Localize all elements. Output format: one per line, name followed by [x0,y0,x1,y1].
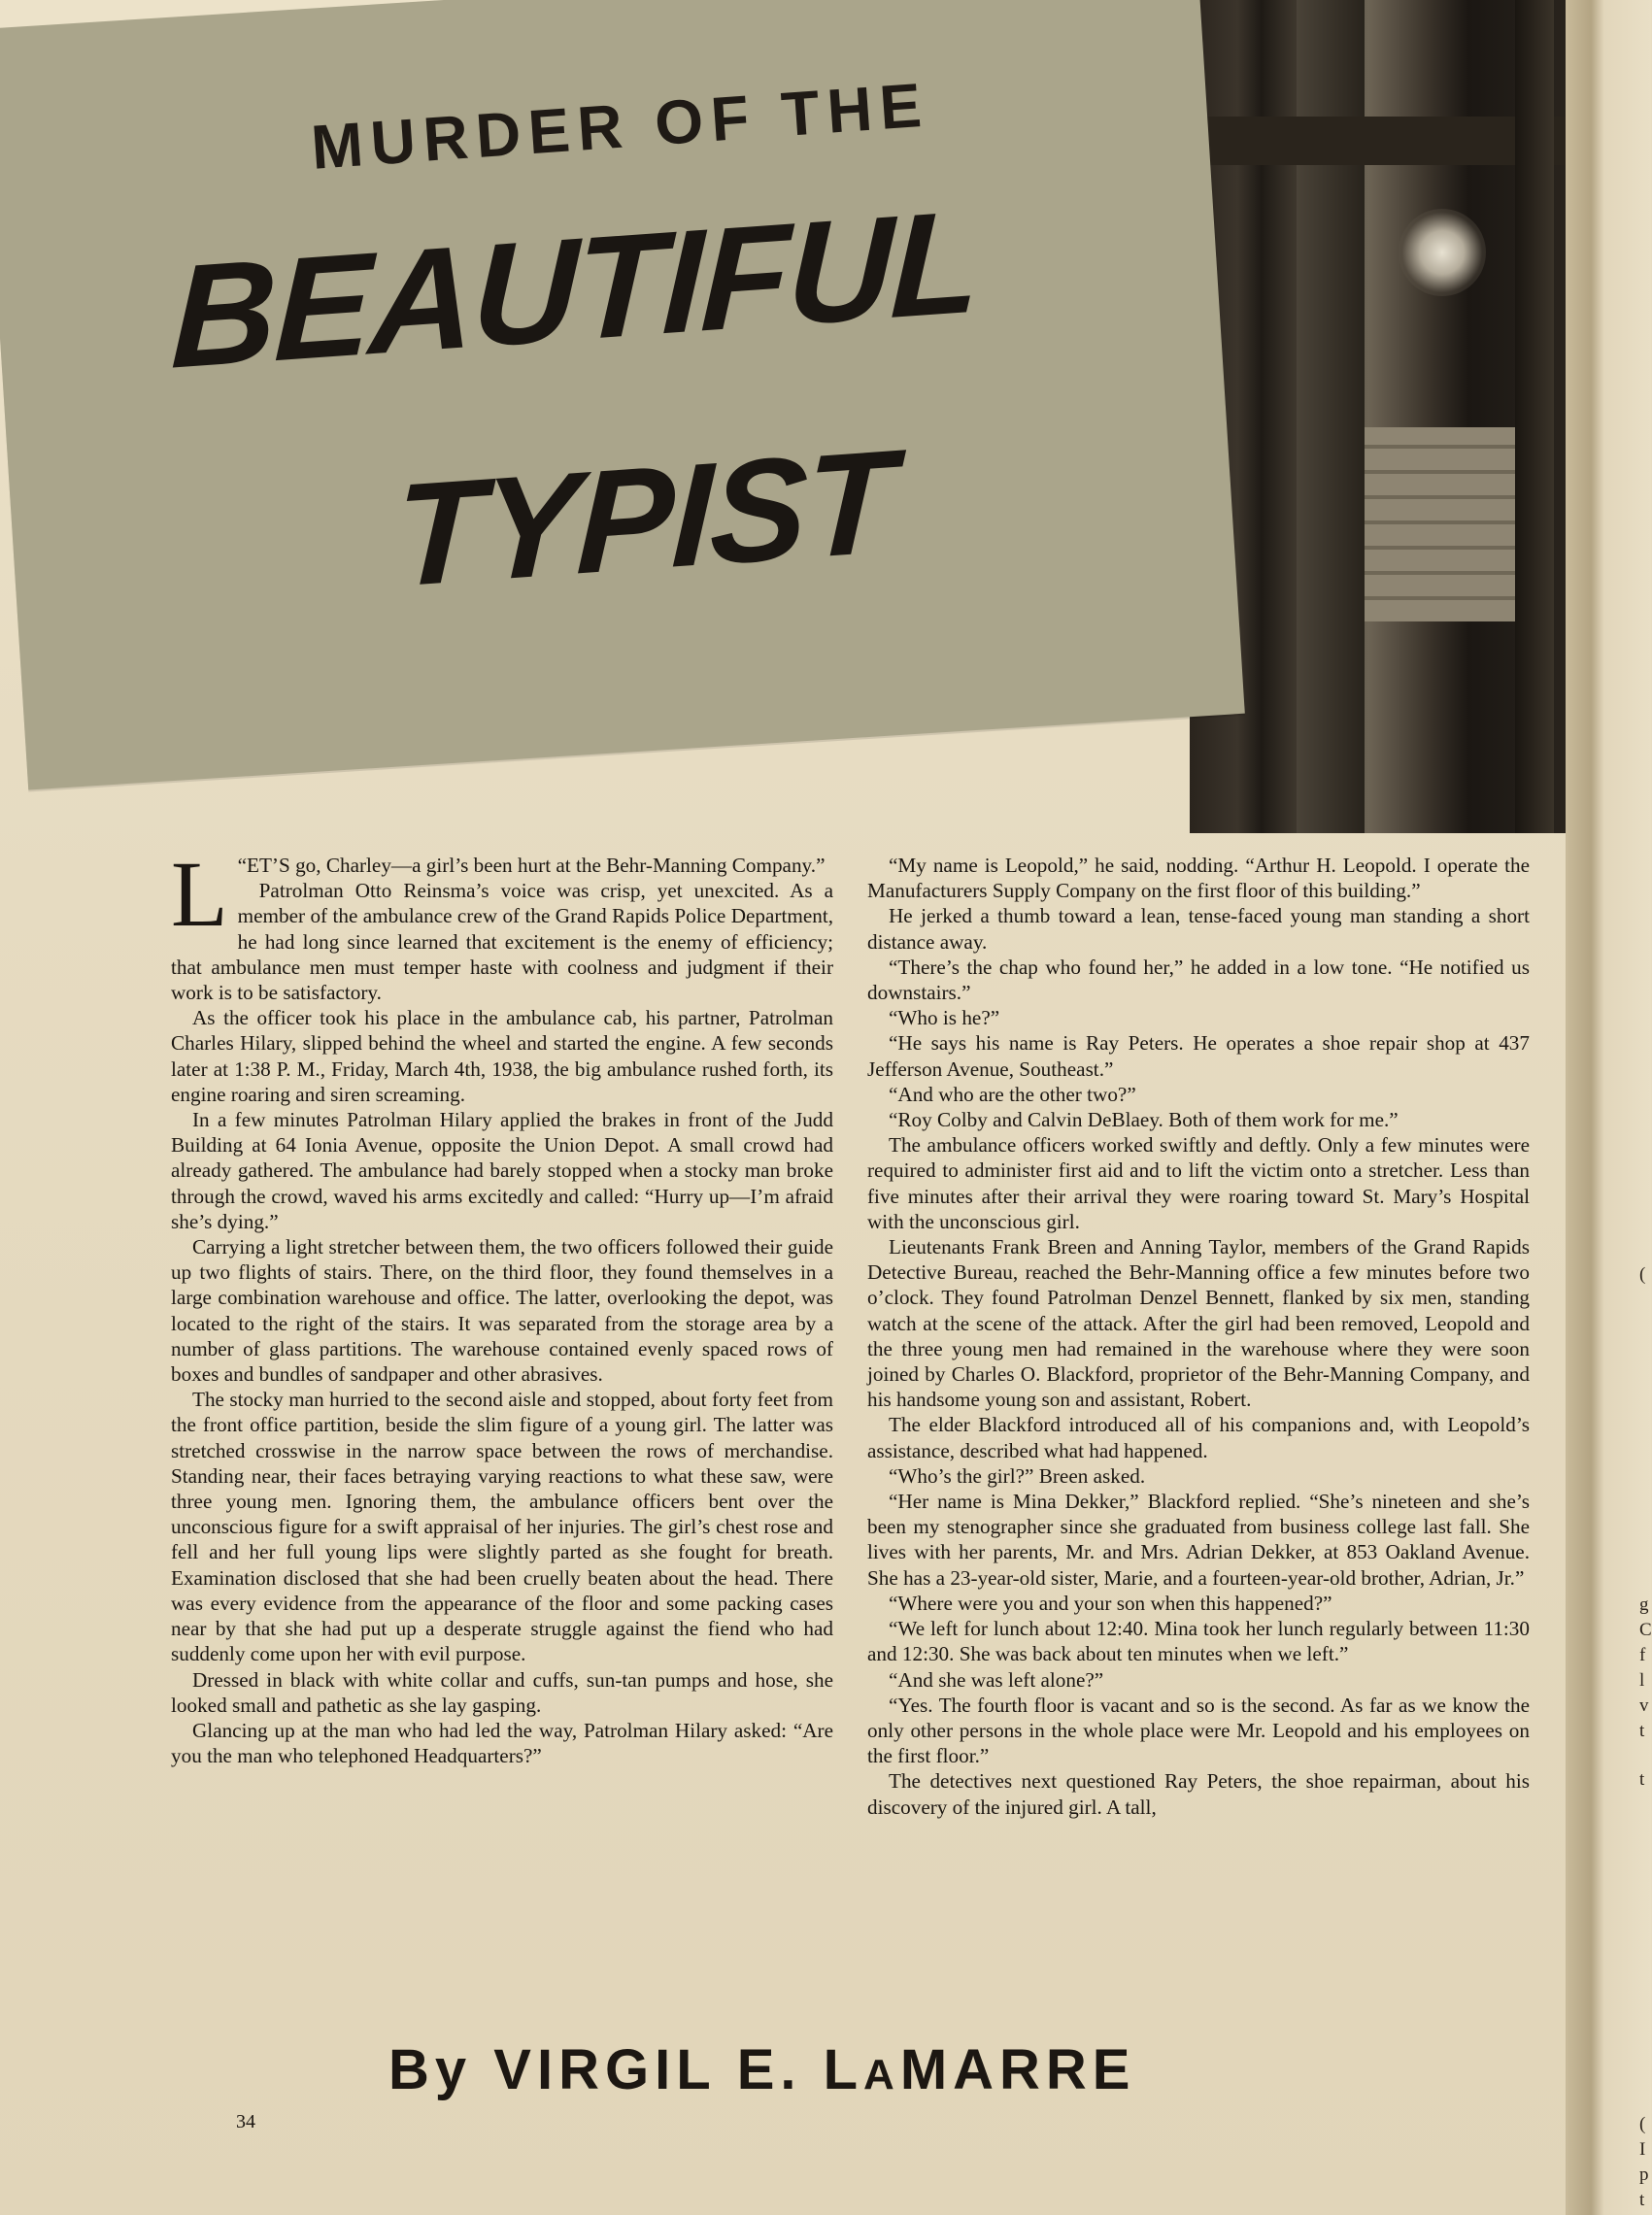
gutter-letter: v [1639,1695,1649,1716]
gutter-letter: f [1639,1645,1646,1665]
paragraph: In a few minutes Patrolman Hilary applied the brakes in front of the Judd Building at 64 Ionia Avenue, opposite the Union Depot. A small crowd had already gathered. The ambulance had barely stopped when a stocky man broke through the crowd, waved his arms excitedly and called: “Hurry up—I’m afraid she’s dying.” [171,1108,833,1233]
byline-name-small-caps: A [863,2051,900,2098]
paragraph: “He says his name is Ray Peters. He operates a shoe repair shop at 437 Jefferson Avenue, Southeast.” [867,1031,1530,1081]
paragraph: Lieutenants Frank Breen and Anning Taylor, members of the Grand Rapids Detective Bureau, reached the Behr-Manning office a few minutes before two o’clock. They found Patrolman Denzel Bennett, flanked by six men, standing watch at the scene of the attack. After the girl had been removed, Leopold and the three young men had remained in the warehouse where they were soon joined by Charles O. Blackford, proprietor of the Behr-Manning Company, and his handsome young son and assistant, Robert. [867,1235,1530,1412]
article-column-2 [867,853,1530,1820]
gutter-letter: t [1639,2190,1645,2210]
paragraph: “Yes. The fourth floor is vacant and so is the second. As far as we know the only other persons in the whole place were Mr. Leopold and his employees on the first floor.” [867,1693,1530,1768]
paragraph: “We left for lunch about 12:40. Mina took her lunch regularly between 11:30 and 12:30. She was back about ten minutes when we left.” [867,1617,1530,1666]
binding-gutter [1566,0,1651,2215]
byline-name-part: MARRE [899,2038,1136,2101]
title-line-1: MURDER OF THE [309,69,931,183]
paragraph: “Her name is Mina Dekker,” Blackford replied. “She’s nineteen and she’s been my stenographer since she graduated from business college last fall. She lives with her parents, Mr. and Mrs. Adrian Dekker, at 853 Oakland Avenue. She has a 23-year-old sister, Marie, and a fourteen-year-old brother, Adrian, Jr.” [867,1490,1530,1590]
paragraph: “Who’s the girl?” Breen asked. [889,1463,1146,1488]
drop-cap: L [171,842,228,946]
photo-pillar-right [1515,0,1554,833]
paragraph: “Roy Colby and Calvin DeBlaey. Both of them work for me.” [889,1108,1399,1132]
gutter-letter: p [1639,2165,1649,2185]
article-column-1 [171,842,833,1768]
gutter-letter: C [1639,1620,1652,1640]
title-line-3: TYPIST [392,419,895,618]
paragraph: The detectives next questioned Ray Peters, the shoe repairman, about his discovery of the injured girl. A tall, [867,1769,1530,1819]
photo-lamp [1399,209,1486,296]
paragraph: L “ET’S go, Charley—a girl’s been hurt at the Behr-Manning Company.” [171,842,826,946]
warehouse-photo [1190,0,1588,833]
paragraph: Glancing up at the man who had led the way, Patrolman Hilary asked: “Are you the man who telephoned Headquarters?” [171,1718,833,1768]
paragraph: The stocky man hurried to the second aisle and stopped, about forty feet from the front office partition, beside the slim figure of a young girl. The latter was stretched crosswise in the narrow space between the rows of merchandise. Standing near, their faces betraying varying reactions to what these saw, were three young men. Ignoring them, the ambulance officers bent over the unconscious figure for a swift appraisal of her injuries. The girl’s chest rose and fell and her full young lips were slightly parted as she fought for breath. Examination disclosed that she had been cruelly beaten about the head. There was every evidence from the appearance of the floor and some packing cases near by that she had put up a desperate struggle against the fiend who had suddenly come upon her with evil purpose. [171,1388,833,1666]
photo-boxes [1365,427,1520,621]
paragraph: “And she was left alone?” [889,1667,1104,1692]
gutter-letter: t [1639,1721,1645,1741]
paragraph: “My name is Leopold,” he said, nodding. “Arthur H. Leopold. I operate the Manufacturers Supply Company on the first floor of this building.” [867,854,1530,903]
paragraph: Carrying a light stretcher between them, the two officers followed their guide up two flights of stairs. There, on the third floor, they found themselves in a large combination warehouse and office. The latter, overlooking the depot, was located to the right of the stairs. It was separated from the storage area by a number of glass partitions. The warehouse contained evenly spaced rows of boxes and bundles of sandpaper and other abrasives. [171,1235,833,1387]
gutter-letter: t [1639,1769,1645,1790]
paragraph: “Where were you and your son when this happened?” [889,1591,1332,1615]
gutter-letter: I [1639,2139,1646,2160]
gutter-letter: ( [1639,2114,1646,2134]
gutter-letter: g [1639,1594,1649,1615]
title-line-2: BEAUTIFUL [169,178,981,399]
paragraph: “Who is he?” [889,1006,1000,1030]
paragraph: Dressed in black with white collar and cuffs, sun-tan pumps and hose, she looked small and pathetic as she lay gasping. [171,1667,833,1717]
page-number: 34 [236,2111,255,2132]
paragraph: The ambulance officers worked swiftly and deftly. Only a few minutes were required to administer first aid and to lift the victim onto a stretcher. Less than five minutes after their arrival they were roaring toward St. Mary’s Hospital with the unconscious girl. [867,1133,1530,1233]
paragraph: Patrolman Otto Reinsma’s voice was crisp, yet unexcited. As a member of the ambulance crew of the Grand Rapids Police Department, he had long since learned that excitement is the enemy of efficiency; that ambulance men must temper haste with coolness and judgment if their work is to be satisfactory. [171,879,833,1005]
paragraph: “There’s the chap who found her,” he added in a low tone. “He notified us downstairs.” [867,955,1530,1005]
gutter-letter: l [1639,1670,1645,1691]
gutter-letter: ( [1639,1264,1646,1285]
paragraph: He jerked a thumb toward a lean, tense-faced young man standing a short distance away. [867,904,1530,954]
paragraph: As the officer took his place in the ambulance cab, his partner, Patrolman Charles Hilary, slipped behind the wheel and started the engine. A few seconds later at 1:38 P. M., Friday, March 4th, 1938, the big ambulance rushed forth, its engine roaring and siren screaming. [171,1006,833,1106]
byline-by: By [388,2038,473,2101]
byline-name-part: VIRGIL E. L [493,2038,864,2101]
paragraph: The elder Blackford introduced all of his companions and, with Leopold’s assistance, described what had happened. [867,1413,1530,1462]
author-byline [388,2037,1136,2102]
paragraph: “And who are the other two?” [889,1082,1136,1106]
